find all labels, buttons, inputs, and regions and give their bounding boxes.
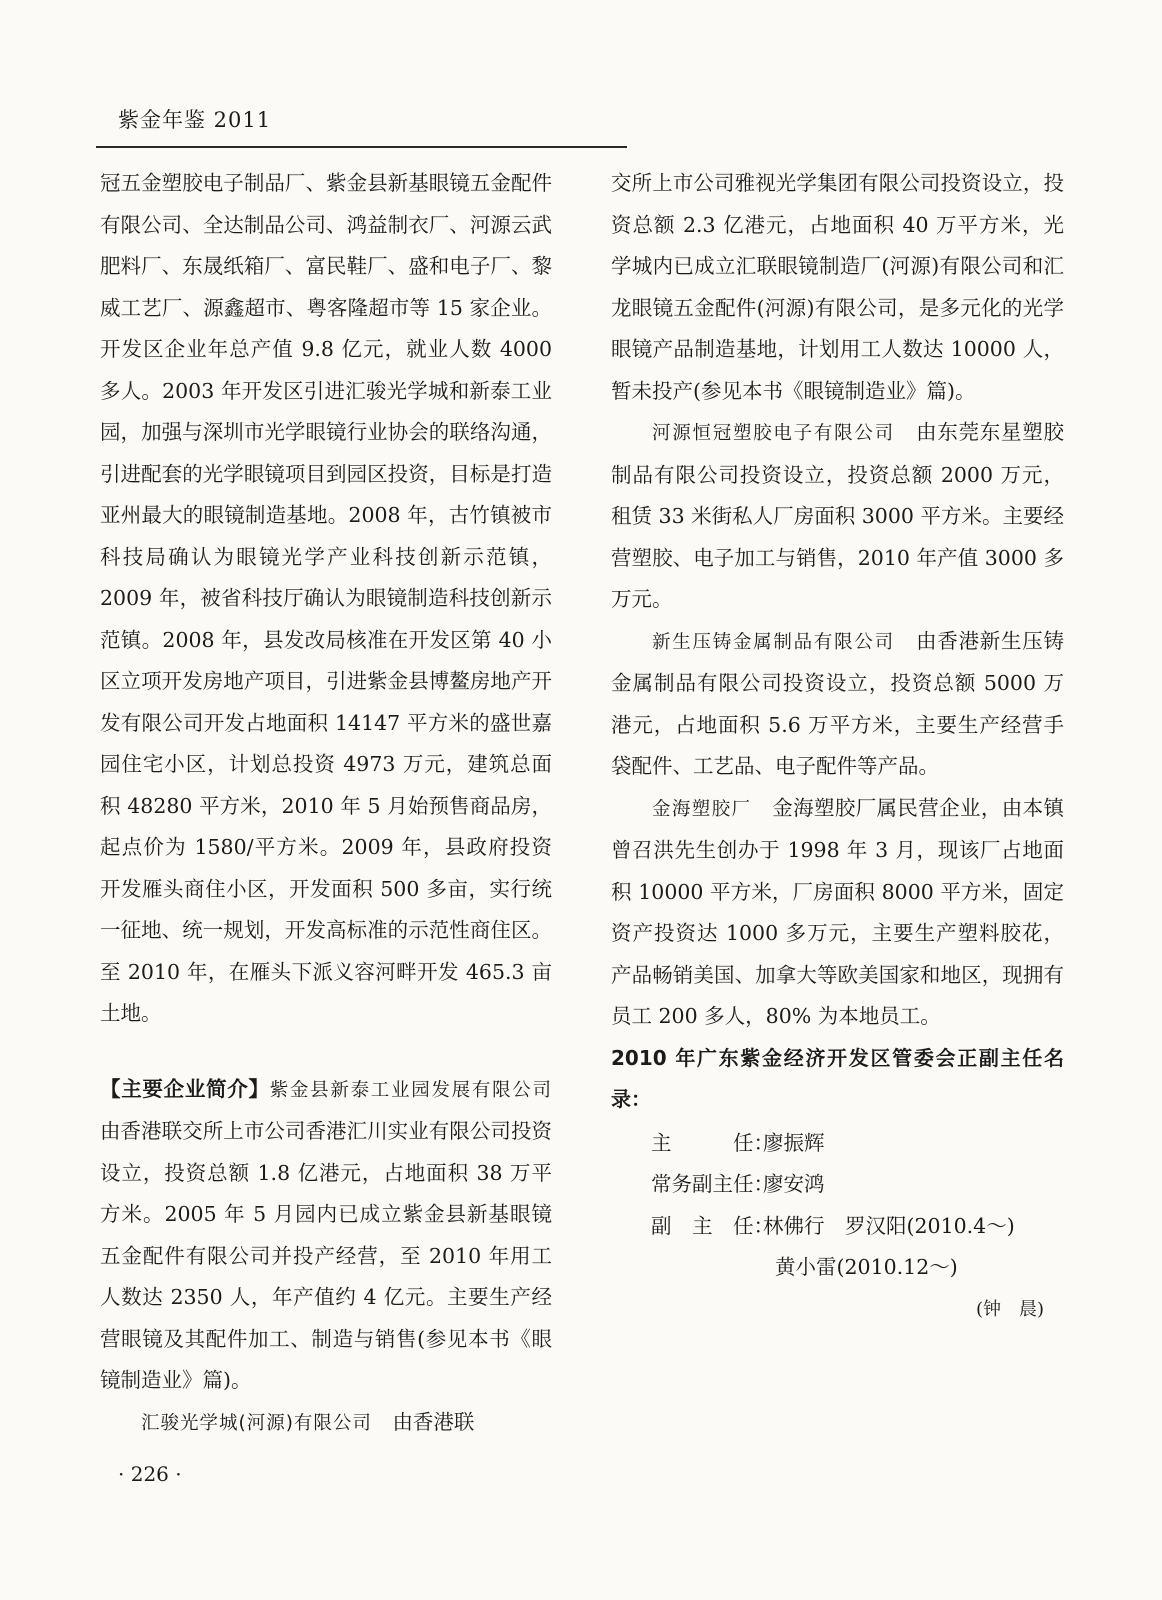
roster-row-director [611,1123,1064,1165]
enterprise-name: 河源恒冠塑胶电子有限公司 [652,423,895,444]
enterprise-description: 由香港新生压铸金属制品有限公司投资设立，投资总额 5000 万港元，占地面积 5.6 万平方米，主要生产经营手袋配件、工艺品、电子配件等产品。 [611,628,1065,778]
page-number: · 226 · [118,1462,182,1486]
enterprise-entry [100,1402,552,1445]
enterprise-name: 紫金县新泰工业园发展有限公司 [269,1079,552,1101]
enterprise-name: 汇骏光学城(河源)有限公司 [141,1412,372,1434]
enterprise-description: 由香港联 [392,1409,475,1434]
roster-title: 2010 年广东紫金经济开发区管委会正副主任名录： [611,1045,1064,1111]
enterprise-entry [100,1069,552,1402]
enterprise-entry [611,412,1064,621]
enterprise-description: 由香港联交所上市公司香港汇川实业有限公司投资设立，投资总额 1.8 亿港元，占地面积 38 万平方米。2005 年 5 月园内已成立紫金县新基眼镜五金配件有限公司并投产经营，至 2010 年用工人数达 2350 人，年产值约 4 亿元。主要生产经营眼镜及其配件加工、制造与销售(参见本书《眼镜制造业》篇)。 [100,1119,552,1392]
enterprise-description: 由东莞东星塑胶制品有限公司投资设立，投资总额 2000 万元，租赁 33 米街私人厂房面积 3000 平方米。主要经营塑胶、电子加工与销售，2010 年产值 3000 多万元。 [611,420,1065,611]
enterprise-entry [611,621,1064,788]
roster-row-deputy-continued [611,1247,1064,1289]
roster-row-deputy [611,1206,1064,1248]
roster-name: 黄小雷(2010.12～) [775,1255,958,1279]
roster-label: 主 任： [651,1130,774,1155]
author-credit: (钟 晨) [975,1298,1044,1320]
roster-row-executive-deputy [611,1164,1064,1206]
roster-name: 廖振辉 [763,1130,825,1155]
section-heading: 【主要企业简介】 [100,1076,270,1101]
roster-label: 常务副主任： [651,1172,774,1196]
running-title: 紫金年鉴 2011 [118,108,272,132]
roster-label: 副 主 任： [651,1213,774,1238]
enterprise-description-continued: 交所上市公司雅视光学集团有限公司投资设立，投资总额 2.3 亿港元，占地面积 40 万平方米，光学城内已成立汇联眼镜制造厂(河源)有限公司和汇龙眼镜五金配件(河源)有限公司，是多元化的光学眼镜产品制造基地，计划用工人数达 10000 人，暂未投产(参见本书《眼镜制造业》篇)。 [611,171,1064,403]
left-column [100,163,552,1444]
enterprise-name: 金海塑胶厂 [652,798,752,820]
roster-name: 林佛行 罗汉阳(2010.4～) [763,1213,1015,1238]
roster-list [611,1123,1064,1289]
right-column [611,163,1064,1330]
enterprise-name: 新生压铸金属制品有限公司 [652,631,895,653]
roster-name: 廖安鸿 [763,1172,825,1196]
enterprise-entry [611,788,1064,1038]
header-divider [96,146,627,148]
body-paragraph: 冠五金塑胶电子制品厂、紫金县新基眼镜五金配件有限公司、全达制品公司、鸿益制衣厂、河源云武肥料厂、东晟纸箱厂、富民鞋厂、盛和电子厂、黎威工艺厂、源鑫超市、粤客隆超市等 15 家企业。开发区企业年总产值 9.8 亿元，就业人数 4000 多人。2003 年开发区引进汇骏光学城和新泰工业园，加强与深圳市光学眼镜行业协会的联络沟通，引进配套的光学眼镜项目到园区投资，目标是打造亚州最大的眼镜制造基地。2008 年，古竹镇被市科技局确认为眼镜光学产业科技创新示范镇，2009 年，被省科技厅确认为眼镜制造科技创新示范镇。2008 年，县发改局核准在开发区第 40 小区立项开发房地产项目，引进紫金县博鳌房地产开发有限公司开发占地面积 14147 平方米的盛世嘉园住宅小区，计划总投资 4973 万元，建筑总面积 48280 平方米，2010 年 5 月始预售商品房，起点价为 1580/平方米。2009 年，县政府投资开发雁头商住小区，开发面积 500 多亩，实行统一征地、统一规划，开发高标准的示范性商住区。至 2010 年，在雁头下派义容河畔开发 465.3 亩土地。 [100,171,552,1025]
enterprise-description: 金海塑胶厂属民营企业，由本镇曾召洪先生创办于 1998 年 3 月，现该厂占地面积 10000 平方米，厂房面积 8000 平方米，固定资产投资达 1000 多万元，主要生产塑料胶花，产品畅销美国、加拿大等欧美国家和地区，现拥有员工 200 多人，80% 为本地员工。 [611,795,1064,1028]
